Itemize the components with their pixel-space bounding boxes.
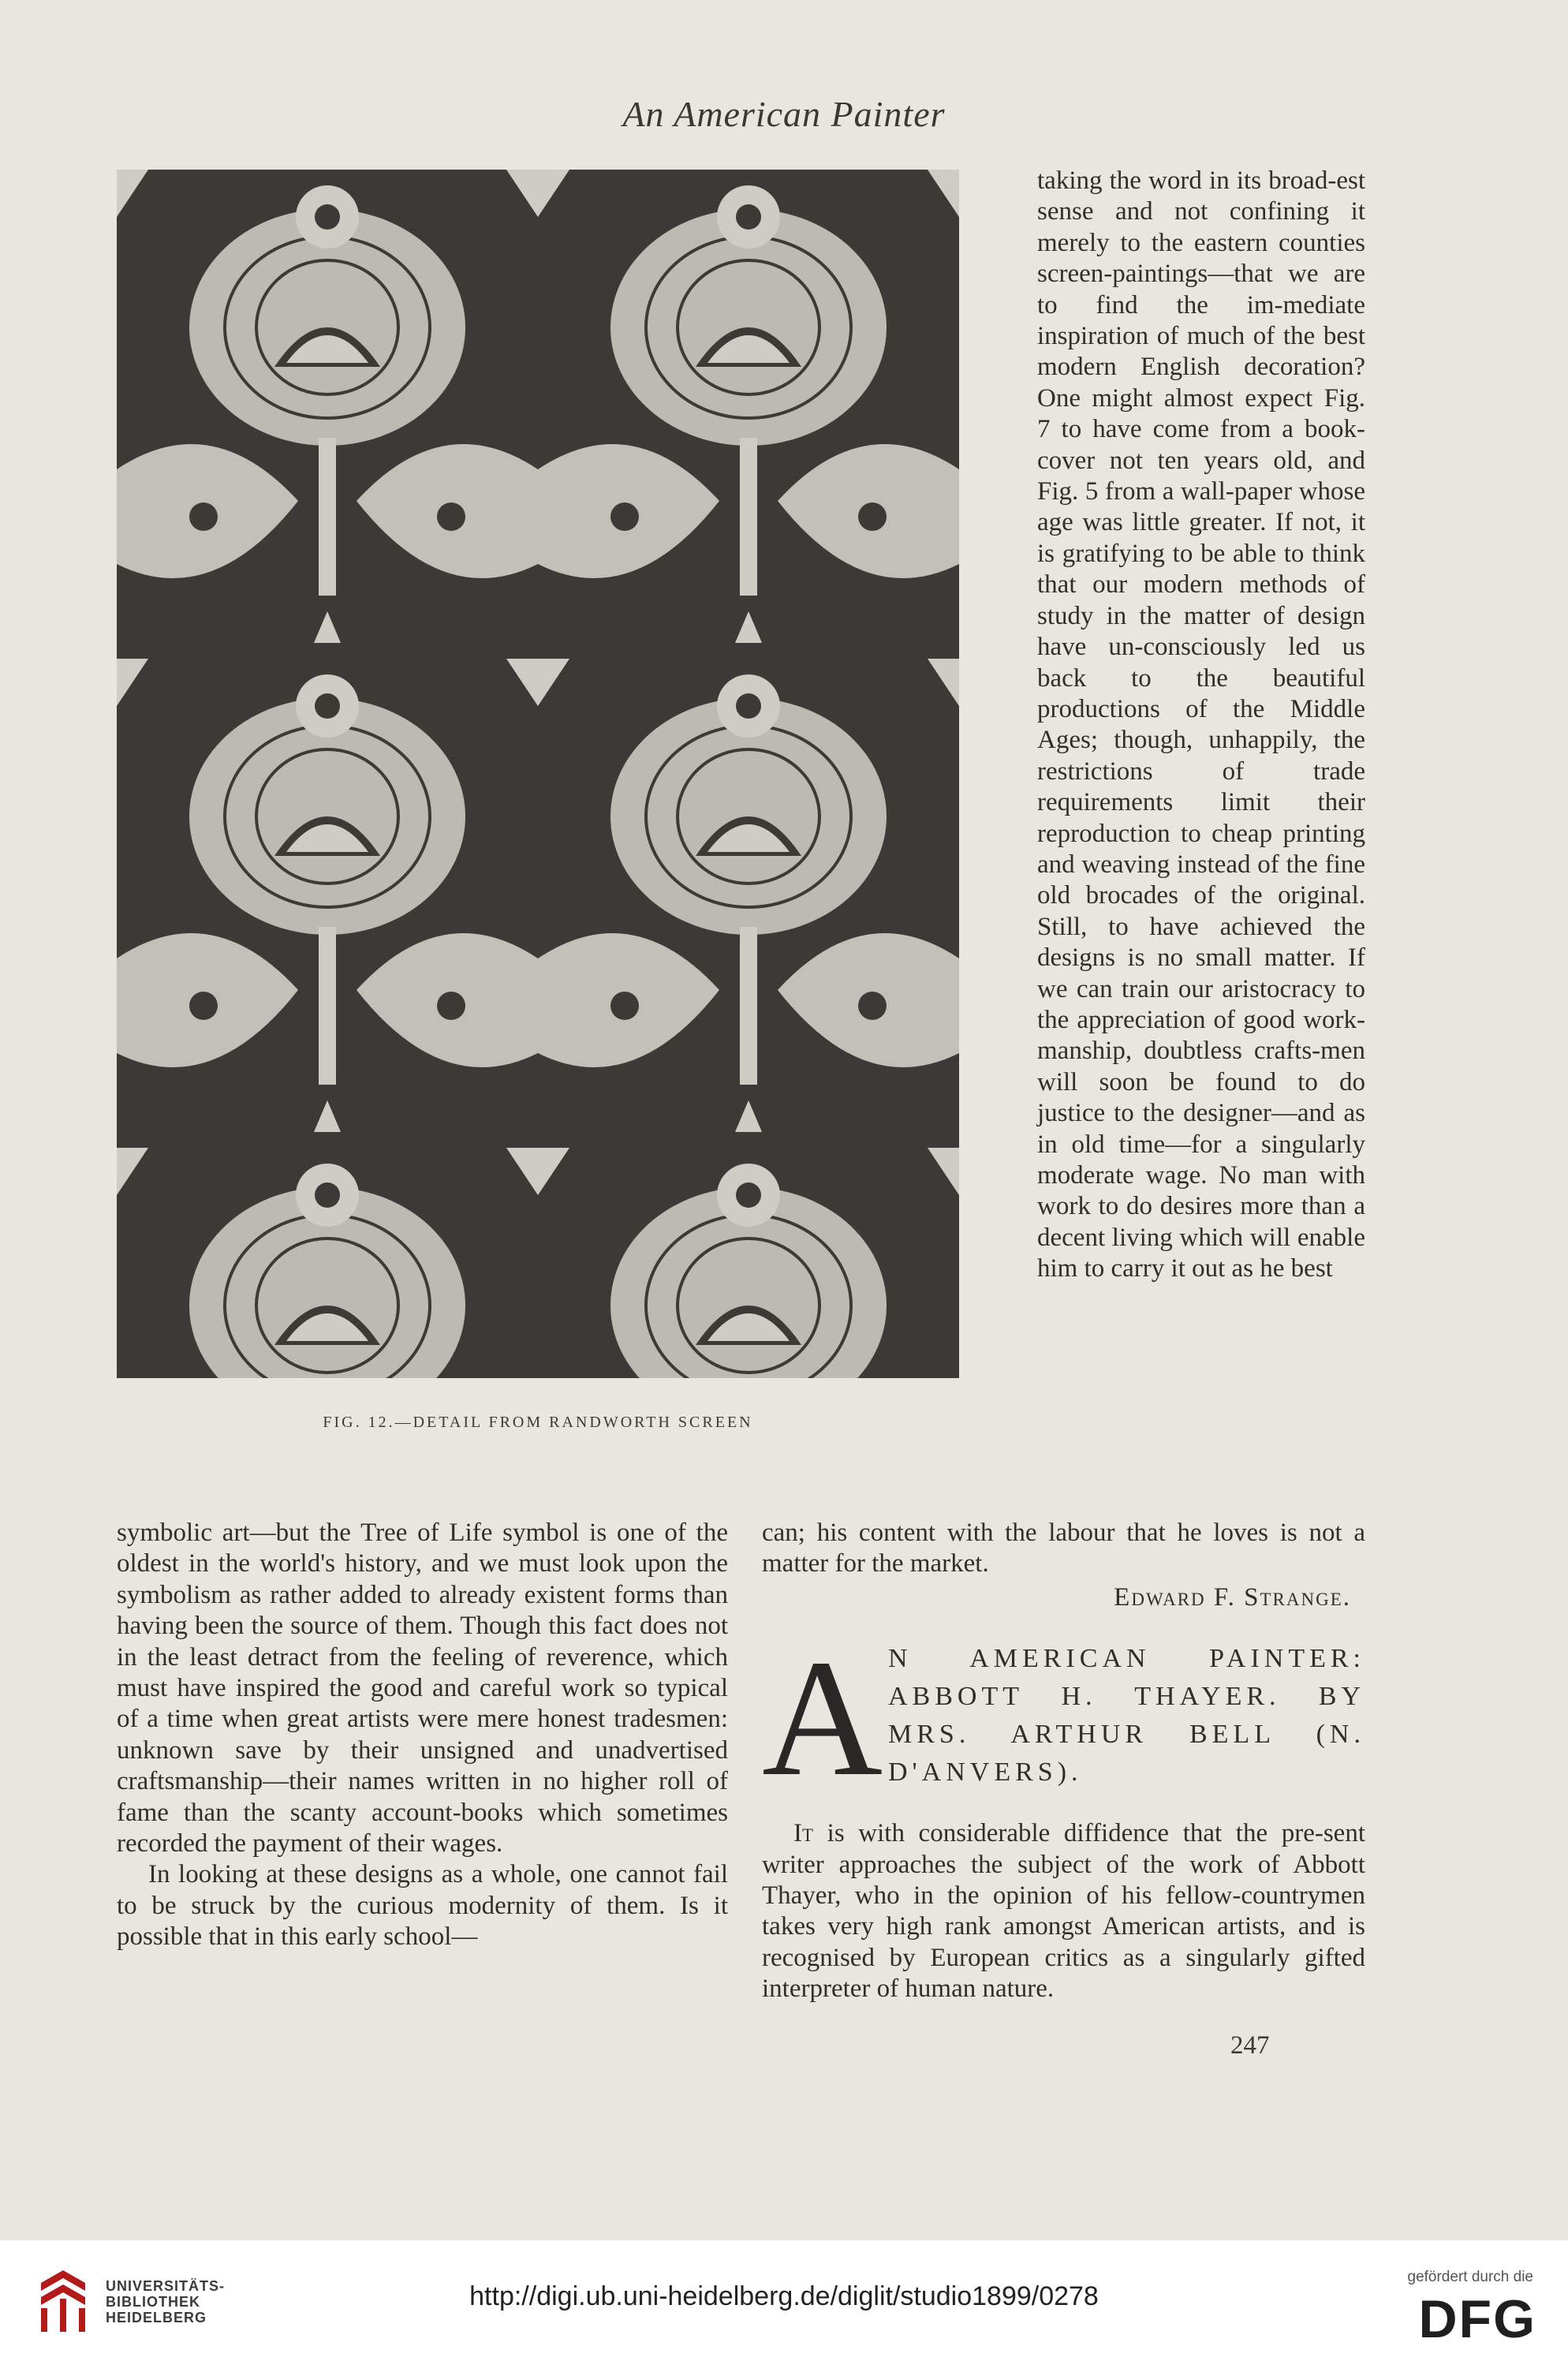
- article-intro: [762, 1818, 1365, 2004]
- article-heading: [762, 1625, 1365, 1818]
- source-url-link[interactable]: http://digi.ub.uni-heidelberg.de/diglit/studio1899/0278: [469, 2281, 1099, 2311]
- left-column: [117, 1518, 728, 1953]
- dfg-logo: DFG: [1418, 2289, 1536, 2349]
- drop-cap: A: [762, 1625, 883, 1811]
- library-name-line: BIBLIOTHEK: [106, 2294, 200, 2310]
- paragraph-text: In looking at these designs as a whole, one cannot fail to be struck by the curious modernity of them. Is it possible that in this early school—: [117, 1860, 728, 1952]
- running-title: An American Painter: [622, 94, 946, 134]
- library-name-line: UNIVERSITÄTS-: [106, 2278, 226, 2294]
- library-name-line: HEIDELBERG: [106, 2310, 207, 2326]
- figure-caption: FIG. 12.—DETAIL FROM RANDWORTH SCREEN: [323, 1414, 753, 1431]
- paragraph-text: symbolic art—but the Tree of Life symbol is one of the oldest in the world's history, and we must look upon the symbolism as rather added to already existent forms than having been the source of them. Though this fact does not in the least detract from the feeling of reverence, which must have inspired the good and careful work so typical of a time when great artists were mere honest tradesmen: unknown save by their unsigned and unadvertised craftsmanship—their names written in no higher roll of fame than the scanty account-books which sometimes recorded the payment of their wages.: [117, 1519, 728, 1859]
- right-column-top: [1037, 166, 1365, 1285]
- intro-lead: It: [793, 1819, 814, 1848]
- funded-by-text: gefördert durch die: [1407, 2269, 1533, 2285]
- randworth-screen-pattern: [117, 170, 959, 1378]
- article-title: N AMERICAN PAINTER: ABBOTT H. THAYER. BY MRS. ARTHUR BELL (N. D'ANVERS).: [888, 1644, 1365, 1788]
- footer-bar: [0, 2240, 1568, 2361]
- author-signature: Edward F. Strange.: [1114, 1582, 1351, 1612]
- paragraph-text: can; his content with the labour that he loves is not a matter for the market.: [762, 1519, 1365, 1578]
- page-number: 247: [1230, 2031, 1270, 2060]
- right-column-bottom: [762, 1518, 1365, 2005]
- intro-text: is with considerable diffidence that the pre-sent writer approaches the subject of the work of Abbott Thayer, who in the opinion of his fellow-countrymen takes very high rank amongst American artists, and is recognised by European critics as a singularly gifted interpreter of human nature.: [762, 1819, 1365, 2004]
- randworth-screen-image: [117, 170, 959, 1378]
- paragraph-text: taking the word in its broad-est sense and not confining it merely to the eastern counties screen-paintings—that we are to find the im-mediate inspiration of much of the best modern English decoration? One might almost expect Fig. 7 to have come from a book-cover not ten years old, and Fig. 5 from a wall-paper whose age was little greater. If not, it is gratifying to be able to think that our modern methods of study in the matter of design have un-consciously led us back to the beautiful productions of the Middle Ages; though, unhappily, the restrictions of trade requirements limit their reproduction to cheap printing and weaving instead of the fine old brocades of the original. Still, to have achieved the designs is no small matter. If we can train our aristocracy to the appreciation of good work-manship, doubtless crafts-men will soon be found to do justice to the designer—and as in old time—for a singularly moderate wage. No man with work to do desires more than a decent living which will enable him to carry it out as he best: [1037, 166, 1365, 1283]
